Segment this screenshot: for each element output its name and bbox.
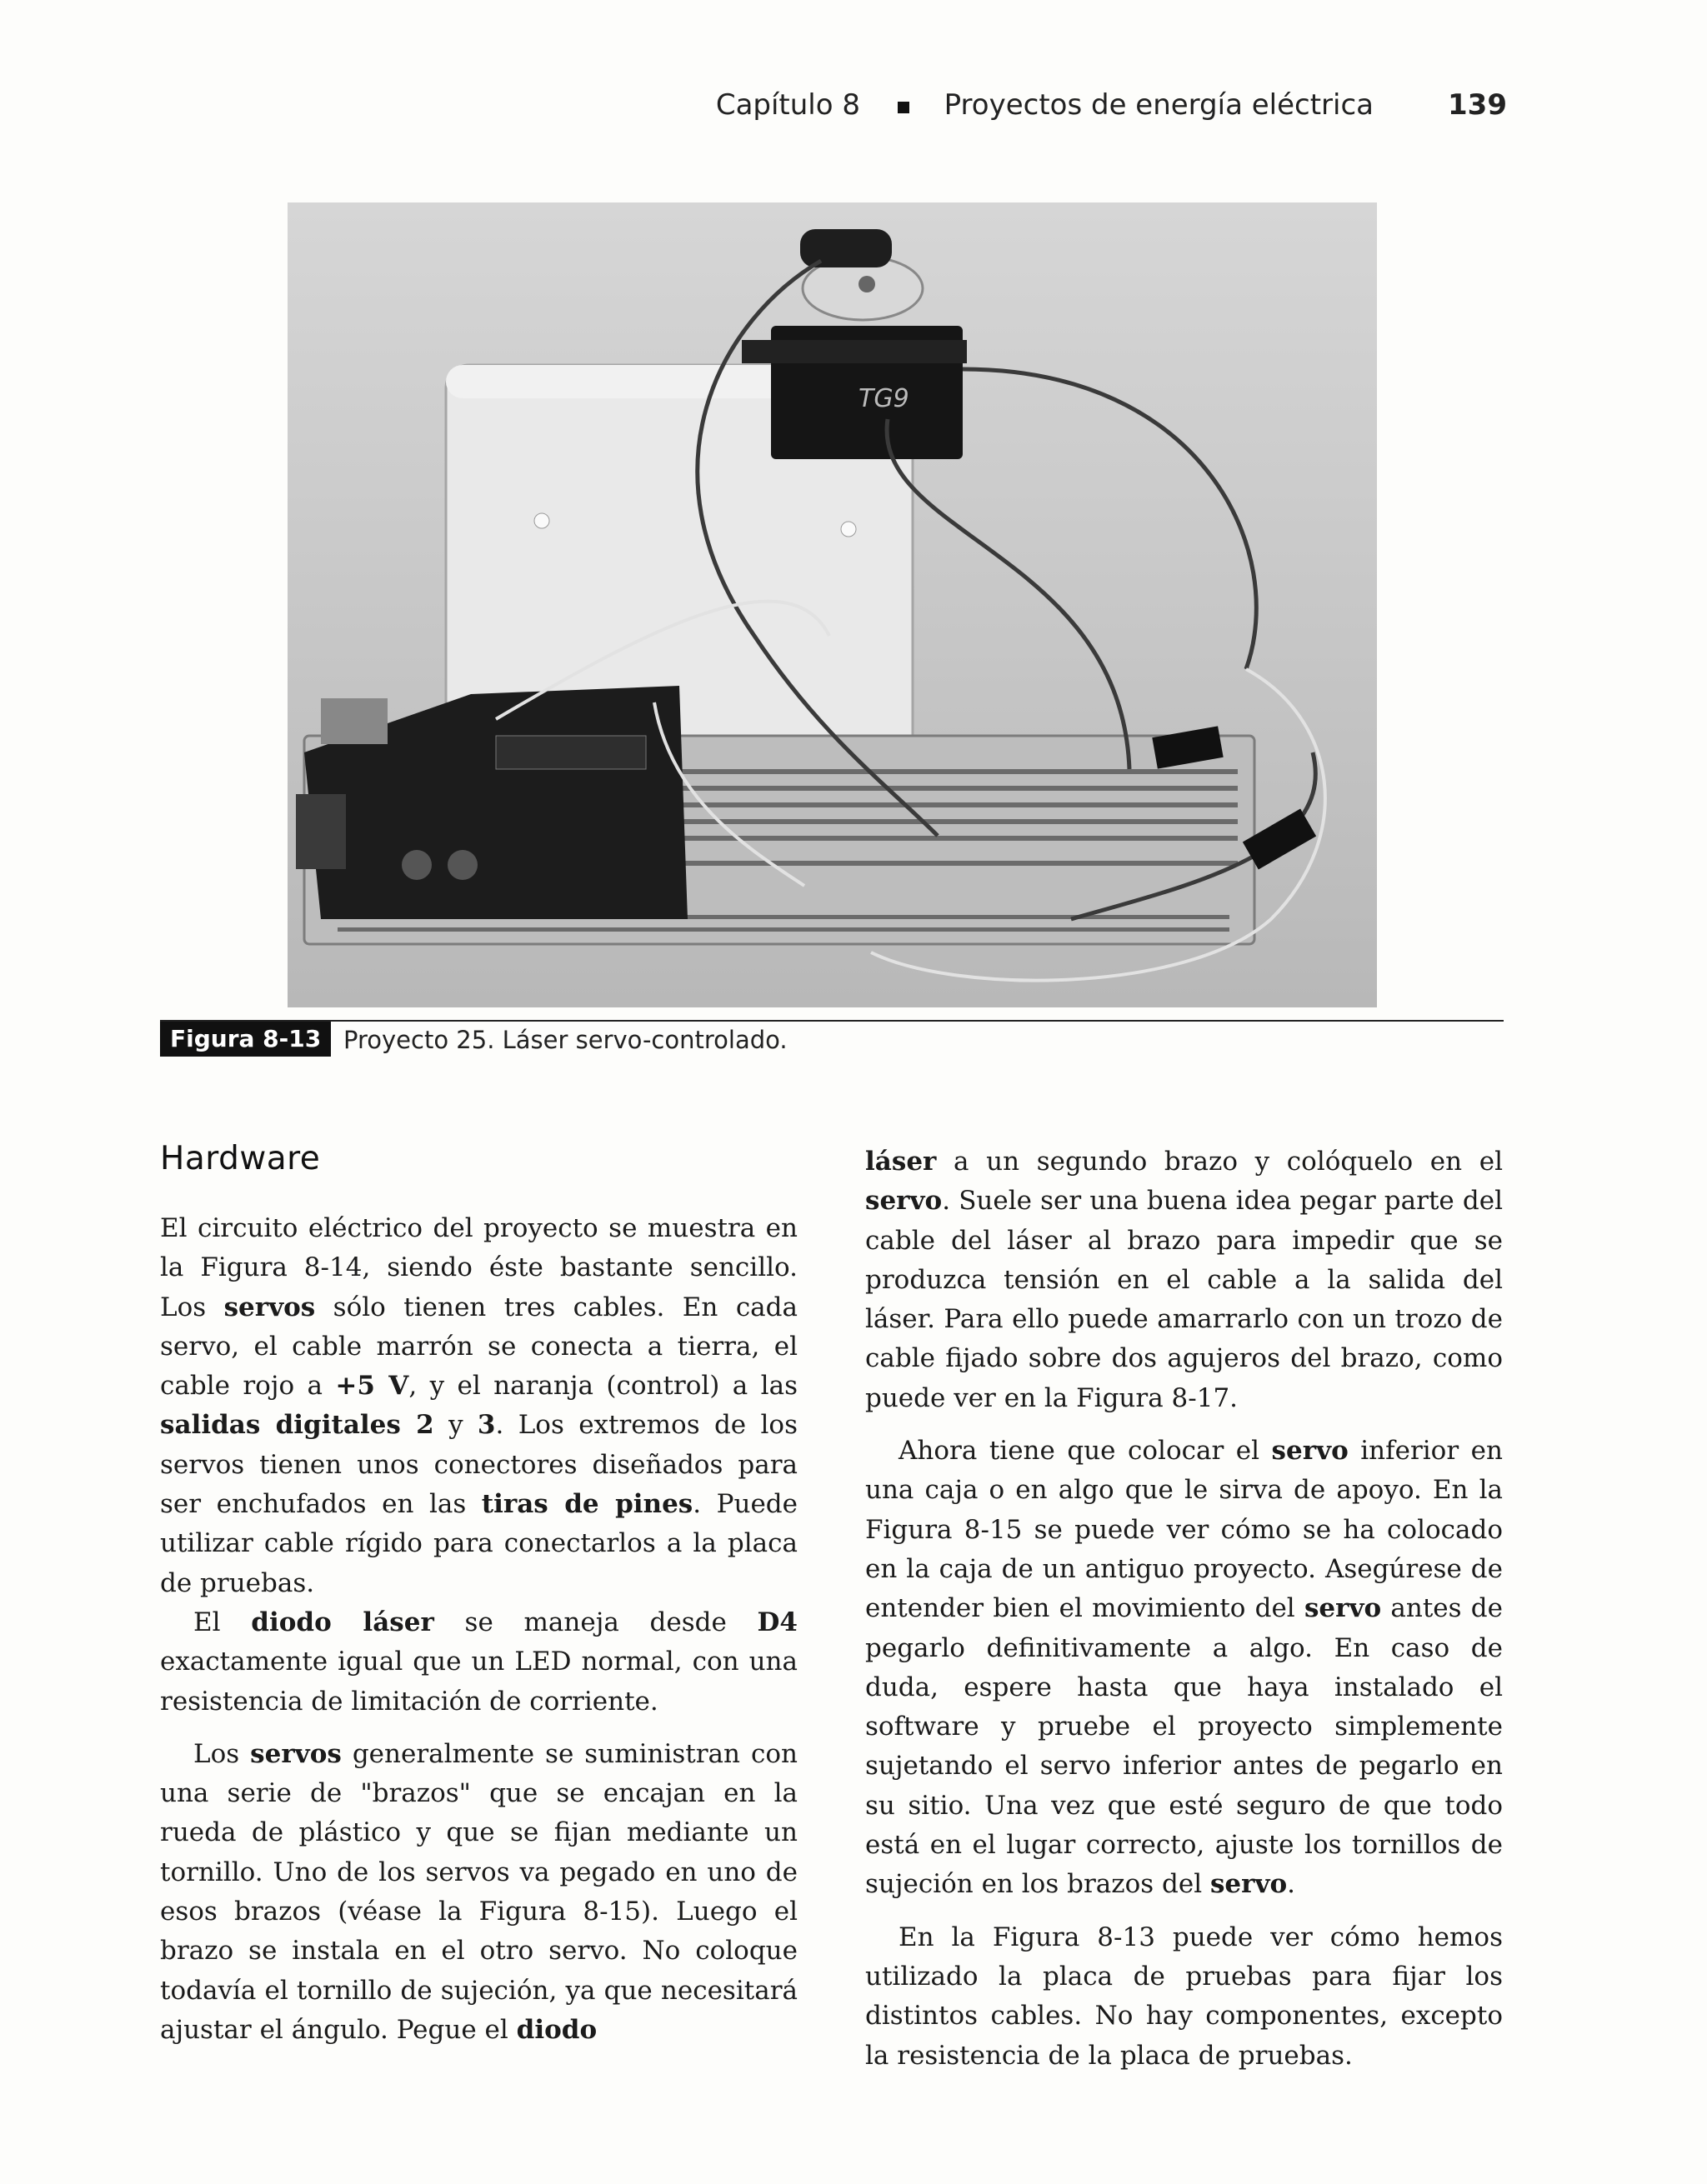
text-run: . Suele ser una buena idea pegar parte del cable del láser al brazo para impedir que se produzca tensión en el cable a la salida del láser. Para ello puede amarrarlo con un trozo de cable fijado sobre dos agujeros del brazo, como puede ver en la Figura 8-17. <box>865 1186 1503 1413</box>
body-paragraph <box>865 1918 1503 2076</box>
text-run: generalmente se suministran con una serie de "brazos" que se encajan en la rueda de plástico y que se fijan mediante un tornillo. Uno de los servos va pegado en uno de esos brazos (véase la Figura 8-15). Luego el brazo se instala en el otro servo. No coloque todavía el tornillo de sujeción, ya que necesitará ajustar el ángulo. Pegue el <box>160 1738 798 2045</box>
text-run: sólo tienen tres cables. En cada servo, el cable marrón se conecta a tierra, el cable rojo a <box>160 1292 798 1402</box>
text-run: y <box>433 1410 478 1441</box>
square-bullet-icon <box>898 102 909 113</box>
text-run: se maneja desde <box>433 1607 758 1637</box>
text-run: Ahora tiene que colocar el <box>899 1436 1272 1467</box>
body-paragraph <box>865 1432 1503 1905</box>
body-paragraph <box>160 1209 798 1603</box>
text-run: a un segundo brazo y colóquelo en el <box>936 1147 1503 1177</box>
chapter-title: Proyectos de energía eléctrica <box>944 88 1374 122</box>
right-text-column <box>865 1142 1503 2076</box>
page-number: 139 <box>1448 88 1507 122</box>
body-paragraph <box>865 1142 1503 1418</box>
left-text-column <box>160 1209 798 2050</box>
text-run: exactamente igual que un LED normal, con una resistencia de limitación de corriente. <box>160 1647 798 1717</box>
running-head <box>0 88 1507 130</box>
bold-term: servo <box>1209 1869 1288 1900</box>
bold-term: salidas digitales 2 <box>160 1410 434 1441</box>
text-run: En la Figura 8-13 puede ver cómo hemos utilizado la placa de pruebas para fijar los distintos cables. No hay componentes, excepto la resistencia de la placa de pruebas. <box>865 1922 1503 2071</box>
figure-label: Figura 8-13 <box>160 1022 331 1057</box>
body-paragraph <box>160 1603 798 1722</box>
bold-term: servo <box>865 1186 943 1217</box>
text-run: El circuito eléctrico del proyecto se muestra en la Figura 8-14, siendo éste bastante sencillo. Los <box>160 1213 798 1322</box>
bold-term: diodo <box>516 2014 598 2045</box>
text-run: . <box>1287 1869 1296 1900</box>
text-run: inferior en una caja o en algo que le sirva de apoyo. En la Figura 8-15 se puede ver cómo se ha colocado en la caja de un antiguo proyecto. Asegúrese de entender bien el movimiento del <box>865 1436 1503 1624</box>
bold-term: servos <box>223 1292 316 1322</box>
bold-term: tiras de pines <box>481 1489 693 1520</box>
bold-term: 3 <box>477 1410 496 1441</box>
chapter-label: Capítulo 8 <box>715 88 860 122</box>
bold-term: servos <box>250 1738 342 1769</box>
body-paragraph <box>160 1735 798 2050</box>
bold-term: servo <box>1304 1593 1382 1624</box>
bold-term: diodo láser <box>251 1607 434 1637</box>
project-photo <box>288 202 1377 1007</box>
servo-label: TG9 <box>859 384 909 413</box>
caption-rule <box>160 1020 1504 1022</box>
bold-term: láser <box>865 1147 937 1177</box>
text-run: , y el naranja (control) a las <box>408 1371 798 1402</box>
bold-term: D4 <box>757 1607 798 1637</box>
text-run: antes de pegarlo definitivamente a algo. En caso de duda, espere hasta que haya instalado el software y pruebe el proyecto simplemente sujetando el servo inferior antes de pegarlo en su sitio. Una vez que esté seguro de que todo está en el lugar correcto, ajuste los tornillos de sujeción en los brazos del <box>865 1593 1503 1900</box>
text-run: . Puede utilizar cable rígido para conectarlos a la placa de pruebas. <box>160 1489 798 1598</box>
laser-diode <box>800 229 892 267</box>
text-run: Los <box>193 1738 251 1769</box>
text-run: . Los extremos de los servos tienen unos conectores diseñados para ser enchufados en las <box>160 1410 798 1520</box>
bold-term: +5 V <box>335 1371 409 1402</box>
text-run: El <box>193 1607 252 1637</box>
bold-term: servo <box>1271 1436 1349 1467</box>
figure-caption: Proyecto 25. Láser servo-controlado. <box>343 1026 788 1054</box>
section-heading: Hardware <box>160 1140 321 1177</box>
